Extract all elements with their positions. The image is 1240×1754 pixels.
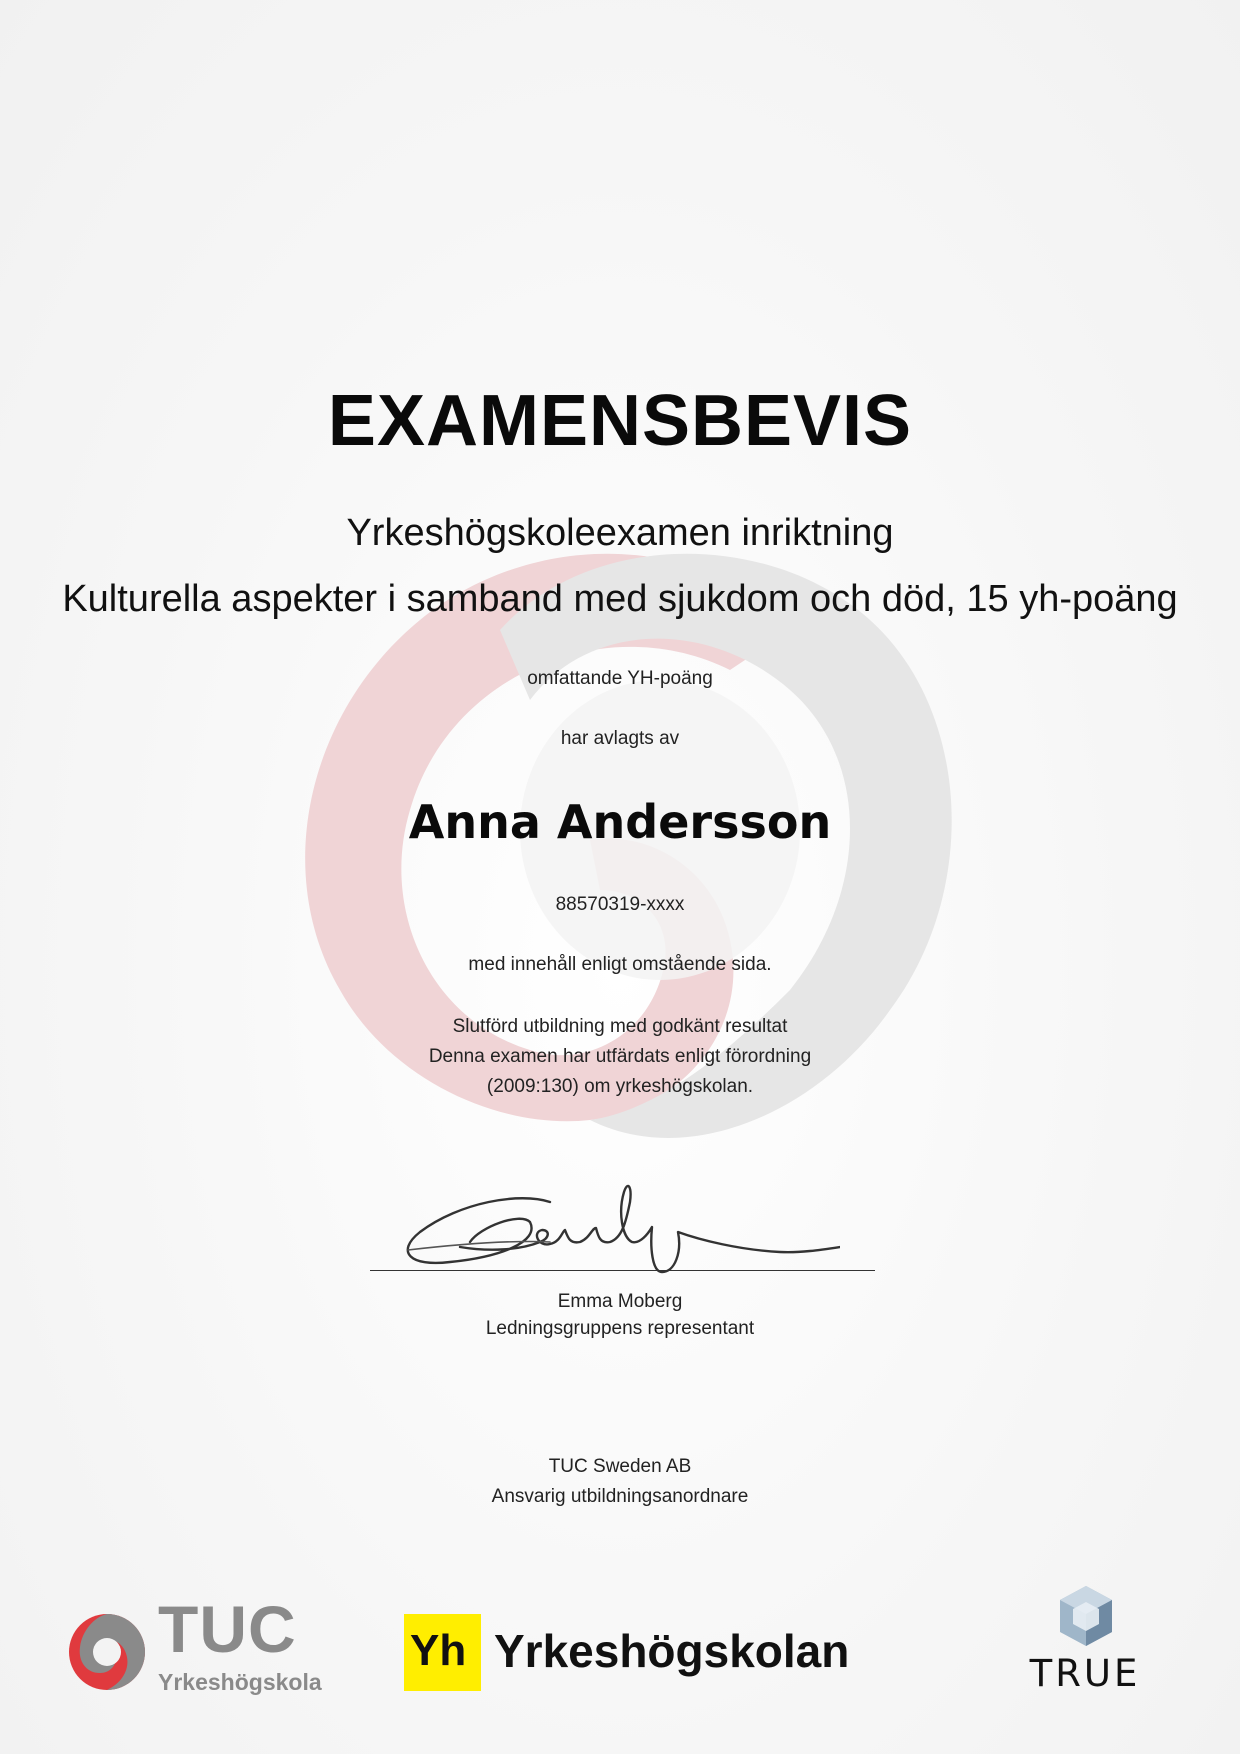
signer-role: Ledningsgruppens representant <box>485 1318 755 1339</box>
certificate-subtitle: Yrkeshögskoleexamen inriktning <box>346 512 894 554</box>
organization-role: Ansvarig utbildningsanordnare <box>491 1486 749 1507</box>
statement-line: Slutförd utbildning med godkänt resultat <box>452 1016 788 1037</box>
course-name: Kulturella aspekter i samband med sjukdom och död, 15 yh-poäng <box>62 578 1178 620</box>
tuc-swirl-icon <box>66 1611 148 1693</box>
scope-text: omfattande YH-poäng <box>527 668 713 689</box>
true-logo-title: TRUE <box>1029 1652 1141 1695</box>
tuc-logo-title: TUC <box>158 1592 297 1666</box>
true-logo <box>1020 1580 1150 1700</box>
yh-badge <box>404 1614 481 1691</box>
signature-icon <box>400 1172 840 1282</box>
yh-badge-text: Yh <box>410 1626 467 1675</box>
signer-name: Emma Moberg <box>557 1291 683 1312</box>
awarded-text: har avlagts av <box>560 728 680 749</box>
yh-logo-title: Yrkeshögskolan <box>494 1625 850 1677</box>
personal-number: 88570319-xxxx <box>555 894 685 915</box>
content-note: med innehåll enligt omstående sida. <box>468 954 772 975</box>
organization-name: TUC Sweden AB <box>548 1456 692 1477</box>
recipient-name: Anna Andersson <box>408 795 832 849</box>
signature-line <box>370 1270 875 1271</box>
certificate-title: EXAMENSBEVIS <box>327 381 913 461</box>
true-cube-icon <box>1057 1584 1115 1648</box>
tuc-logo-subtitle: Yrkeshögskola <box>158 1669 322 1695</box>
statement-line: Denna examen har utfärdats enligt förordning <box>428 1046 812 1067</box>
organization-block <box>0 1452 1240 1512</box>
statement <box>0 1012 1240 1102</box>
signer-block <box>0 1288 1240 1342</box>
statement-line: (2009:130) om yrkeshögskolan. <box>486 1076 754 1097</box>
tuc-logo <box>66 1592 346 1699</box>
